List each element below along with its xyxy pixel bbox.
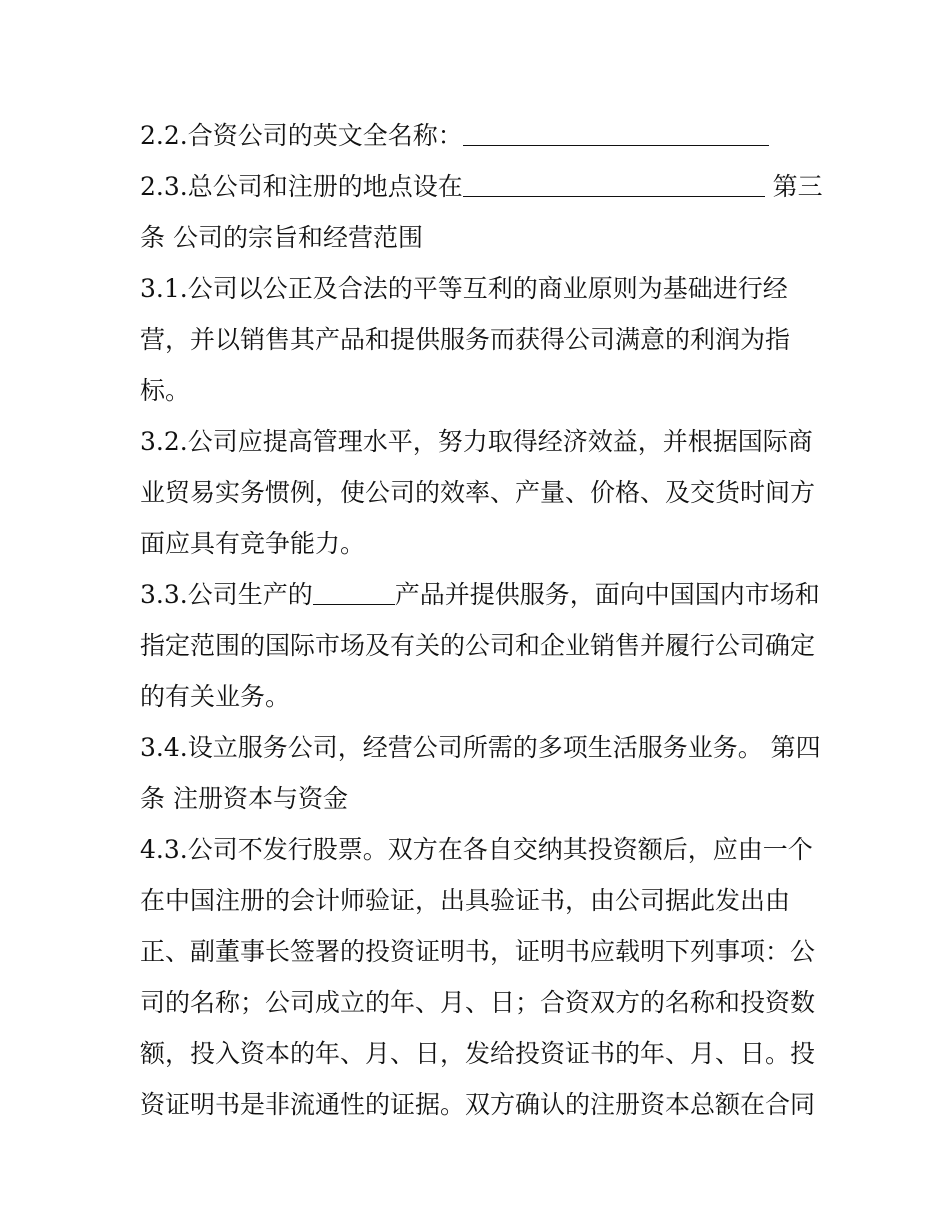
- clause-2-3-line: [140, 161, 823, 212]
- clause-2-2-line: [140, 110, 820, 161]
- registered-address-blank: [463, 168, 765, 197]
- article-4-heading: 条 注册资本与资金: [140, 784, 348, 813]
- clause-3-3-line-3: 的有关业务。: [140, 682, 291, 711]
- clause-3-4-line-1: 3.4.设立服务公司，经营公司所需的多项生活服务业务。 第四: [140, 733, 821, 762]
- clause-4-3-line-3: 正、副董事长签署的投资证明书，证明书应载明下列事项：公: [140, 937, 816, 966]
- english-name-blank: [463, 117, 769, 146]
- clause-3-1-line-2: 营，并以销售其产品和提供服务而获得公司满意的利润为指: [140, 325, 791, 354]
- product-blank: [313, 576, 395, 605]
- clause-4-3-line-1: 4.3.公司不发行股票。双方在各自交纳其投资额后，应由一个: [140, 835, 813, 864]
- clause-4-3-line-4: 司的名称；公司成立的年、月、日；合资双方的名称和投资数: [140, 988, 816, 1017]
- clause-3-2-line-3: 面应具有竞争能力。: [140, 529, 366, 558]
- clause-3-2-line-1: 3.2.公司应提高管理水平，努力取得经济效益，并根据国际商: [140, 427, 813, 456]
- article-3-heading-start: 第三: [764, 172, 823, 201]
- clause-4-3-line-2: 在中国注册的会计师验证，出具验证书，由公司据此发出由: [140, 886, 791, 915]
- clause-2-3-label: 2.3.总公司和注册的地点设在: [140, 172, 463, 201]
- clause-3-3-continuation: 产品并提供服务，面向中国国内市场和: [394, 580, 820, 609]
- clause-2-2-label: 2.2.合资公司的英文全名称：: [140, 121, 463, 150]
- clause-3-3-line-1: [140, 569, 820, 620]
- clause-3-1-line-1: 3.1.公司以公正及合法的平等互利的商业原则为基础进行经: [140, 274, 788, 303]
- article-3-heading: 条 公司的宗旨和经营范围: [140, 223, 423, 252]
- document-body: [140, 110, 823, 1130]
- clause-4-3-line-6: 资证明书是非流通性的证据。双方确认的注册资本总额在合同: [140, 1090, 816, 1119]
- clause-3-3-line-2: 指定范围的国际市场及有关的公司和企业销售并履行公司确定: [140, 631, 816, 660]
- clause-3-2-line-2: 业贸易实务惯例，使公司的效率、产量、价格、及交货时间方: [140, 478, 816, 507]
- clause-3-1-line-3: 标。: [140, 376, 191, 405]
- clause-4-3-line-5: 额，投入资本的年、月、日，发给投资证书的年、月、日。投: [140, 1039, 816, 1068]
- clause-3-3-label: 3.3.公司生产的: [140, 580, 313, 609]
